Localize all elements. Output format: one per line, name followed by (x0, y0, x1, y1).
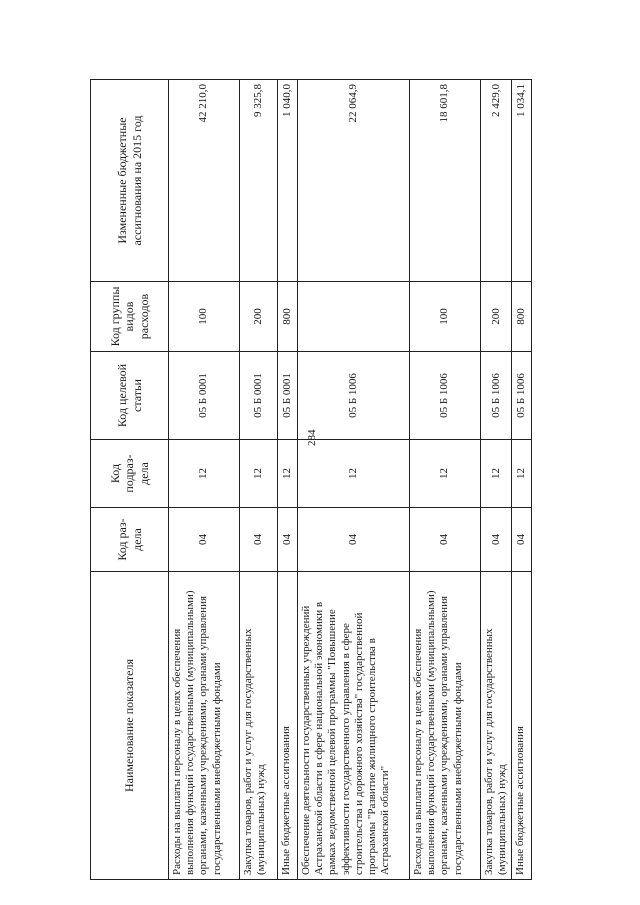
cell-target-article: 05 Б 1006 (410, 352, 481, 440)
page-number: 284 (306, 429, 318, 446)
cell-sum: 2 429,0 (481, 80, 512, 282)
cell-podrazdel: 12 (278, 440, 298, 508)
cell-target-article: 05 Б 1006 (298, 352, 410, 440)
cell-target-article: 05 Б 1006 (512, 352, 532, 440)
header-podrazdel: Код подраз-дела (91, 440, 169, 508)
header-target-article: Код целевой статьи (91, 352, 169, 440)
cell-sum: 18 601,8 (410, 80, 481, 282)
cell-podrazdel: 12 (169, 440, 240, 508)
table-row (481, 80, 512, 880)
cell-expense-group: 200 (481, 282, 512, 352)
cell-target-article: 05 Б 0001 (278, 352, 298, 440)
cell-podrazdel: 12 (481, 440, 512, 508)
table-row (512, 80, 532, 880)
cell-name: Закупка товаров, работ и услуг для государственных (муниципальных) нужд (240, 572, 278, 880)
header-expense-group: Код группы видов расходов (91, 282, 169, 352)
cell-name: Расходы на выплаты персоналу в целях обеспечения выполнения функций государственными (муниципальными) органами, казенными учреждениями, органами управления государственными внебюджетными фондами (410, 572, 481, 880)
cell-name: Закупка товаров, работ и услуг для государственных (муниципальных) нужд (481, 572, 512, 880)
rotated-table-wrapper (90, 80, 530, 880)
cell-podrazdel: 12 (410, 440, 481, 508)
cell-podrazdel: 12 (240, 440, 278, 508)
table-row (169, 80, 240, 880)
cell-expense-group: 200 (240, 282, 278, 352)
cell-razdel: 04 (278, 508, 298, 572)
table-row (410, 80, 481, 880)
cell-razdel: 04 (481, 508, 512, 572)
table-row (278, 80, 298, 880)
cell-razdel: 04 (512, 508, 532, 572)
cell-sum: 42 210,0 (169, 80, 240, 282)
cell-razdel: 04 (298, 508, 410, 572)
cell-razdel: 04 (240, 508, 278, 572)
cell-sum: 22 064,9 (298, 80, 410, 282)
cell-sum: 1 040,0 (278, 80, 298, 282)
cell-sum: 1 034,1 (512, 80, 532, 282)
cell-target-article: 05 Б 0001 (169, 352, 240, 440)
cell-podrazdel: 12 (298, 440, 410, 508)
cell-target-article: 05 Б 0001 (240, 352, 278, 440)
cell-expense-group: 800 (512, 282, 532, 352)
cell-expense-group (298, 282, 410, 352)
header-razdel: Код раз-дела (91, 508, 169, 572)
cell-expense-group: 100 (410, 282, 481, 352)
table-row (240, 80, 278, 880)
cell-expense-group: 800 (278, 282, 298, 352)
budget-table (90, 79, 532, 880)
cell-razdel: 04 (410, 508, 481, 572)
cell-name: Иные бюджетные ассигнования (512, 572, 532, 880)
cell-name: Обеспечение деятельности государственных учреждений Астраханской области в сфере национальной экономики в рамках ведомственной целевой программы "Повышение эффективности государственного управления в сфере строительства и дорожного хозяйства" государственной программы "Развитие жилищного строительства в Астраханской области" (298, 572, 410, 880)
cell-name: Иные бюджетные ассигнования (278, 572, 298, 880)
header-name: Наименование показателя (91, 572, 169, 880)
cell-podrazdel: 12 (512, 440, 532, 508)
table-header-row (91, 80, 169, 880)
cell-razdel: 04 (169, 508, 240, 572)
header-sum: Измененные бюджетные ассигнования на 2015 год (91, 80, 169, 282)
cell-sum: 9 325,8 (240, 80, 278, 282)
cell-target-article: 05 Б 1006 (481, 352, 512, 440)
cell-expense-group: 100 (169, 282, 240, 352)
table-row (298, 80, 410, 880)
cell-name: Расходы на выплаты персоналу в целях обеспечения выполнения функций государственными (муниципальными) органами, казенными учреждениями, органами управления государственными внебюджетными фондами (169, 572, 240, 880)
